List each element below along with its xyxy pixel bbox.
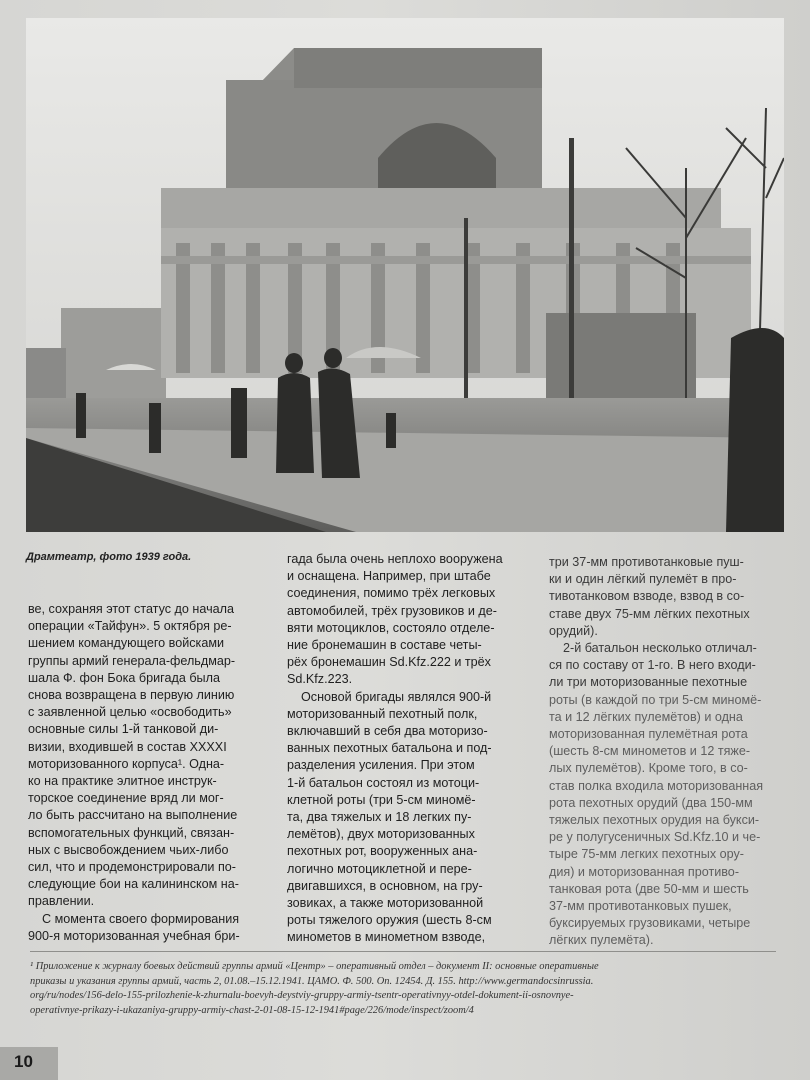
column-line: шением командующего войсками [28,636,225,651]
photo-caption: Драмтеатр, фото 1939 года. [26,551,192,563]
column-line: правлении. [28,894,95,909]
column-line: ных с высвобождением чьих-либо [28,842,229,857]
column-line: та и 12 лёгких пулемётов) и одна [549,709,743,724]
column-line: дия) и моторизованная противо- [549,864,740,879]
column-line: роты (в каждой по три 5-см миномё- [549,692,762,707]
column-line: ки и один лёгкий пулемёт в про- [549,572,737,587]
footnote-line: operativnye-prikazy-i-ukazaniya-gruppy-armiy-chast-2-01-08-15-12-1941#page/226/mode/inspect/zoom/4 [30,1004,474,1016]
footnote-divider [30,951,776,952]
column-line: сил, что и продемонстрировали по- [28,860,236,875]
column-line: ся по составу от 1-го. В него входи- [549,658,756,673]
column-line: ко на практике элитное инструк- [28,774,217,789]
footnote-line: приказы и указания группы армий, часть 2, 01.08.–15.12.1941. ЦАМО. Ф. 500. Оп. 12454. Д. 155. http://www.germandocsinrussia. [30,975,594,987]
column-line: С момента своего формирования [42,911,240,926]
column-line: группы армий генерала-фельдмар- [28,653,236,668]
column-line: тяжелых пехотных орудия на букси- [549,813,760,828]
column-line: тыре 75-мм легких пехотных ору- [549,847,744,862]
column-line: моторизованная пулемётная рота [549,727,748,742]
column-line: гада была очень неплохо вооружена [287,552,503,566]
column-line: 2-й батальон несколько отличал- [563,641,757,656]
column-line: следующие бои на калининском на- [28,877,239,892]
column-line: 1-й батальон состоял из мотоци- [287,775,480,790]
column-line: став полка входила моторизованная [549,778,764,793]
column-line: клетной роты (три 5-см миномё- [287,792,476,807]
column-line: вяти мотоциклов, состояло отделе- [287,620,495,635]
column-line: Основой бригады являлся 900-й [301,689,492,704]
column-line: ве, сохраняя этот статус до начала [28,602,234,616]
column-line: 900-я моторизованная учебная бри- [28,928,240,943]
column-line: роты тяжелого оружия (шесть 8-см [287,913,492,928]
column-line: три 37-мм противотанковые пуш- [549,555,744,569]
column-line: и оснащена. Например, при штабе [287,569,491,584]
column-line: снова возвращена в первую линию [28,688,235,703]
column-line: ли три моторизованные пехотные [549,675,748,690]
column-line: разделения усиления. При этом [287,758,475,773]
column-line: моторизованный пехотный полк, [287,706,478,721]
column-line: основные силы 1-й танковой ди- [28,722,219,737]
column-line: моторизованного корпуса¹. Одна- [28,756,225,771]
column-line: Sd.Kfz.223. [287,672,353,687]
column-line: ние бронемашин в составе четы- [287,638,482,653]
column-line: 37-мм противотанковых пушек, [549,899,732,914]
column-line: операции «Тайфун». 5 октября ре- [28,619,232,634]
footnote-line: org/ru/nodes/156-delo-155-prilozhenie-k-zhurnalu-boevyh-deystviy-gruppy-armiy-tsentr-operativnyy-otdel-dokument-ii-osnovnye- [30,990,574,1001]
text-column-3 [549,554,793,950]
column-line: ре у полугусеничных Sd.Kfz.10 и че- [549,830,761,845]
column-line: логично мотоциклетной и пере- [287,861,472,876]
column-line: ло быть рассчитано на выполнение [28,808,238,823]
column-line: включавший в себя два моторизо- [287,724,488,739]
column-line: лых пулемётов). Кроме того, в со- [549,761,748,776]
column-line: зовиках, а также моторизованной [287,896,484,911]
text-column-1 [28,601,272,945]
column-line: (шесть 8-см минометов и 12 тяже- [549,744,751,759]
column-line: двигавшихся, в основном, на гру- [287,878,483,893]
footnote [30,960,780,1018]
column-line: буксируемых грузовиками, четыре [549,916,751,931]
column-line: торское соединение вряд ли мог- [28,791,224,806]
column-line: танковая рота (две 50-мм и шесть [549,881,749,896]
column-line: тивотанковом взводе, взвод в со- [549,589,745,604]
column-line: та, два тяжелых и 18 легких пу- [287,810,472,825]
text-column-2 [287,551,531,947]
column-line: рота пехотных орудий (два 150-мм [549,795,753,810]
column-line: рёх бронемашин Sd.Kfz.222 и трёх [287,655,491,670]
column-line: шала Ф. фон Бока бригада была [28,670,220,685]
column-line: минометов в минометном взводе, [287,930,486,945]
column-line: автомобилей, трёх грузовиков и де- [287,603,497,618]
theatre-photo-illustration [26,18,784,532]
column-line: ставе двух 75-мм лёгких пехотных [549,606,750,621]
column-line: визии, входившей в состав XXXXI [28,739,227,754]
column-line: орудий). [549,623,598,638]
theatre-photo [26,18,784,532]
column-line: лемётов), двух моторизованных [287,827,475,842]
column-line: вспомогательных функций, связан- [28,825,235,840]
column-line: ванных пехотных батальона и под- [287,741,492,756]
page-number: 10 [14,1052,33,1071]
column-line: лёгких пулемёта). [549,933,654,948]
footnote-line: ¹ Приложение к журналу боевых действий группы армий «Центр» – оперативный отдел – документ II: основные оперативные [30,961,599,972]
column-line: с заявленной целью «освободить» [28,705,232,720]
column-line: соединения, помимо трёх легковых [287,586,496,601]
column-line: пехотных рот, вооруженных ана- [287,844,478,859]
